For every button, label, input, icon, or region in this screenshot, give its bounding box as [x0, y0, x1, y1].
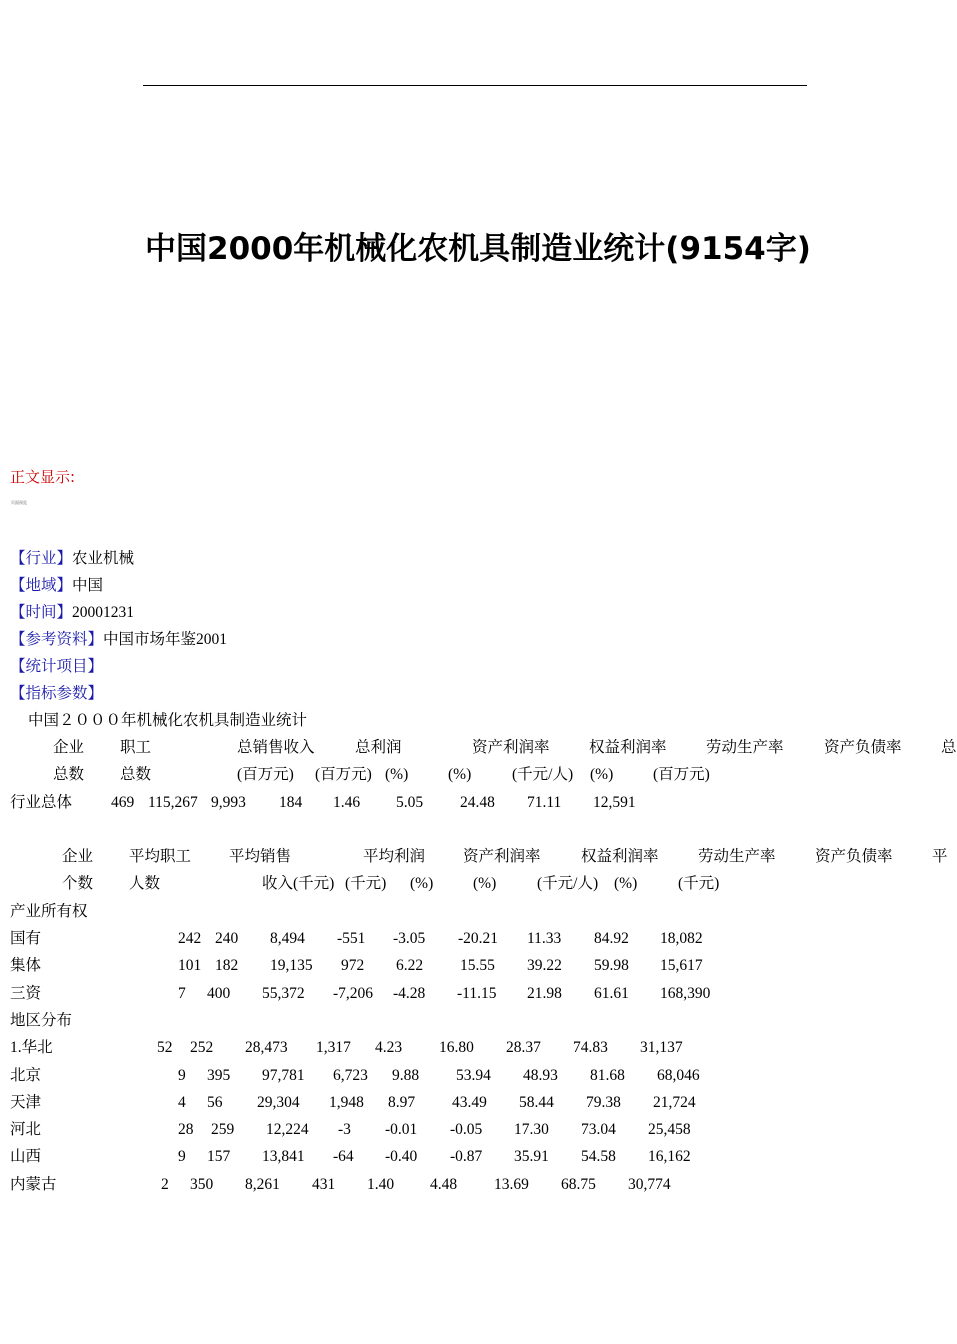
- data-cell: 8.97: [388, 1094, 416, 1111]
- header-cell: (%): [590, 766, 614, 783]
- data-cell: 21.98: [527, 985, 562, 1002]
- row-label: 行业总体: [10, 794, 73, 811]
- data-cell: 259: [211, 1121, 235, 1138]
- row-label: 集体: [10, 957, 42, 974]
- data-cell: -551: [337, 930, 366, 947]
- data-cell: 12,591: [593, 794, 636, 811]
- document-title: 中国2000年机械化农机具制造业统计(9154字): [145, 231, 811, 267]
- data-cell: 29,304: [257, 1094, 300, 1111]
- data-cell: 15.55: [460, 957, 495, 974]
- header-cell: (千元): [345, 875, 387, 892]
- header-cell: 资产负债率: [815, 848, 893, 865]
- header-cell: 资产负债率: [824, 739, 902, 756]
- data-cell: 4.23: [375, 1039, 403, 1056]
- row-label: 三资: [10, 985, 42, 1002]
- meta-line-industry: [10, 549, 134, 569]
- data-cell: 61.61: [594, 985, 629, 1002]
- data-cell: 56: [207, 1094, 223, 1111]
- data-cell: 73.04: [581, 1121, 616, 1138]
- data-cell: 11.33: [527, 930, 562, 947]
- data-cell: 242: [178, 930, 202, 947]
- header-cell: 平均职工: [129, 848, 192, 865]
- data-cell: 400: [207, 985, 231, 1002]
- data-cell: 182: [215, 957, 239, 974]
- data-cell: 350: [190, 1176, 214, 1193]
- data-cell: -3: [338, 1121, 351, 1138]
- meta-value: 中国市场年鉴2001: [103, 631, 228, 648]
- data-cell: 6,723: [333, 1067, 368, 1084]
- header-cell: (%): [448, 766, 472, 783]
- data-cell: 18,082: [660, 930, 703, 947]
- data-cell: 157: [207, 1148, 231, 1165]
- data-cell: -11.15: [457, 985, 497, 1002]
- top-rule: [143, 85, 807, 86]
- row-label: 1.华北: [10, 1039, 53, 1056]
- data-cell: 469: [111, 794, 135, 811]
- header-cell: 总: [941, 739, 957, 756]
- header-cell: 人数: [129, 875, 161, 892]
- meta-key: 【参考资料】: [10, 631, 104, 648]
- data-cell: 24.48: [460, 794, 495, 811]
- data-cell: 16.80: [439, 1039, 474, 1056]
- table-title: 中国２０００年机械化农机具制造业统计: [28, 712, 308, 729]
- data-cell: 28.37: [506, 1039, 541, 1056]
- data-cell: 9: [178, 1067, 186, 1084]
- header-cell: 权益利润率: [589, 739, 667, 756]
- data-cell: 16,162: [648, 1148, 691, 1165]
- header-cell: (千元/人): [537, 875, 599, 892]
- header-cell: 企业: [53, 739, 85, 756]
- data-cell: 74.83: [573, 1039, 608, 1056]
- data-cell: 19,135: [270, 957, 313, 974]
- data-cell: 39.22: [527, 957, 562, 974]
- header-cell: 个数: [62, 875, 94, 892]
- meta-line-params: [10, 684, 103, 704]
- meta-value: 20001231: [72, 604, 135, 621]
- meta-key: 【时间】: [10, 604, 73, 621]
- data-cell: 52: [157, 1039, 173, 1056]
- data-cell: -4.28: [393, 985, 426, 1002]
- data-cell: 54.58: [581, 1148, 616, 1165]
- data-cell: 431: [312, 1176, 336, 1193]
- data-cell: 9.88: [392, 1067, 420, 1084]
- header-cell: (%): [385, 766, 409, 783]
- meta-value: 农业机械: [72, 550, 135, 567]
- data-cell: 13.69: [494, 1176, 529, 1193]
- row-label: 国有: [10, 930, 42, 947]
- data-cell: 31,137: [640, 1039, 683, 1056]
- row-label: 天津: [10, 1094, 42, 1111]
- data-cell: -0.40: [385, 1148, 418, 1165]
- group-label-region: 地区分布: [10, 1012, 73, 1029]
- header-cell: (千元/人): [512, 766, 574, 783]
- row-label: 河北: [10, 1121, 42, 1138]
- data-cell: 7: [178, 985, 186, 1002]
- data-cell: 2: [161, 1176, 169, 1193]
- data-cell: 58.44: [519, 1094, 554, 1111]
- header-cell: 劳动生产率: [698, 848, 776, 865]
- row-label: 内蒙古: [10, 1176, 57, 1193]
- data-cell: 15,617: [660, 957, 703, 974]
- data-cell: 6.22: [396, 957, 424, 974]
- section-label: 正文显示:: [10, 468, 76, 486]
- data-cell: -0.01: [385, 1121, 418, 1138]
- data-cell: -20.21: [458, 930, 499, 947]
- header-cell: 企业: [62, 848, 94, 865]
- data-cell: 4: [178, 1094, 186, 1111]
- data-cell: 28: [178, 1121, 194, 1138]
- data-cell: 972: [341, 957, 365, 974]
- data-cell: 12,224: [266, 1121, 309, 1138]
- meta-line-items: [10, 657, 103, 677]
- data-cell: 5.05: [396, 794, 424, 811]
- data-cell: 8,261: [245, 1176, 280, 1193]
- data-cell: -0.05: [450, 1121, 483, 1138]
- data-cell: 81.68: [590, 1067, 625, 1084]
- data-cell: 1,317: [316, 1039, 351, 1056]
- header-cell: 平均销售: [229, 848, 292, 865]
- meta-key: 【地域】: [10, 577, 73, 594]
- data-cell: 168,390: [660, 985, 711, 1002]
- header-cell: (%): [473, 875, 497, 892]
- data-cell: 48.93: [523, 1067, 558, 1084]
- data-cell: 8,494: [270, 930, 305, 947]
- data-cell: 9,993: [211, 794, 246, 811]
- row-label: 山西: [10, 1148, 42, 1165]
- data-cell: 53.94: [456, 1067, 491, 1084]
- data-cell: -3.05: [393, 930, 426, 947]
- data-cell: 21,724: [653, 1094, 696, 1111]
- header-cell: (百万元): [237, 766, 294, 783]
- header-cell: 平均利润: [363, 848, 426, 865]
- meta-key: 【行业】: [10, 550, 73, 567]
- data-cell: -64: [333, 1148, 354, 1165]
- data-cell: 115,267: [148, 794, 198, 811]
- header-cell: 职工: [120, 739, 152, 756]
- data-cell: 252: [190, 1039, 214, 1056]
- data-cell: 13,841: [262, 1148, 305, 1165]
- header-cell: 资产利润率: [472, 739, 550, 756]
- data-cell: 59.98: [594, 957, 629, 974]
- header-cell: 总数: [120, 766, 152, 783]
- data-cell: 4.48: [430, 1176, 458, 1193]
- data-cell: 43.49: [452, 1094, 487, 1111]
- data-cell: 97,781: [262, 1067, 305, 1084]
- data-cell: 1.40: [367, 1176, 395, 1193]
- data-cell: 25,458: [648, 1121, 691, 1138]
- header-cell: (%): [410, 875, 434, 892]
- data-cell: 1.46: [333, 794, 361, 811]
- data-cell: 79.38: [586, 1094, 621, 1111]
- data-cell: 55,372: [262, 985, 305, 1002]
- meta-line-region: [10, 576, 103, 596]
- data-cell: -0.87: [450, 1148, 483, 1165]
- header-cell: 平: [932, 848, 948, 865]
- data-cell: 184: [279, 794, 303, 811]
- data-cell: 395: [207, 1067, 231, 1084]
- data-cell: 28,473: [245, 1039, 288, 1056]
- header-cell: 权益利润率: [581, 848, 659, 865]
- header-cell: 收入(千元): [262, 875, 335, 892]
- meta-line-reference: [10, 630, 227, 650]
- data-cell: 84.92: [594, 930, 629, 947]
- header-cell: 总数: [53, 766, 85, 783]
- data-cell: 71.11: [527, 794, 562, 811]
- header-cell: 资产利润率: [463, 848, 541, 865]
- header-cell: (千元): [678, 875, 720, 892]
- meta-key: 【统计项目】: [10, 658, 104, 675]
- meta-line-time: [10, 603, 134, 623]
- data-cell: 1,948: [329, 1094, 364, 1111]
- data-cell: -7,206: [333, 985, 374, 1002]
- data-cell: 35.91: [514, 1148, 549, 1165]
- meta-key: 【指标参数】: [10, 685, 104, 702]
- tiny-note: 页面预览: [11, 500, 27, 505]
- header-cell: 劳动生产率: [706, 739, 784, 756]
- data-cell: 68.75: [561, 1176, 596, 1193]
- group-label-ownership: 产业所有权: [10, 903, 88, 920]
- header-cell: 总利润: [355, 739, 402, 756]
- data-cell: 68,046: [657, 1067, 700, 1084]
- row-label: 北京: [10, 1067, 42, 1084]
- data-cell: 17.30: [514, 1121, 549, 1138]
- header-cell: 总销售收入: [237, 739, 315, 756]
- header-cell: (百万元): [315, 766, 372, 783]
- data-cell: 30,774: [628, 1176, 671, 1193]
- header-cell: (%): [614, 875, 638, 892]
- data-cell: 101: [178, 957, 202, 974]
- data-cell: 9: [178, 1148, 186, 1165]
- header-cell: (百万元): [653, 766, 710, 783]
- data-cell: 240: [215, 930, 239, 947]
- meta-value: 中国: [72, 577, 104, 594]
